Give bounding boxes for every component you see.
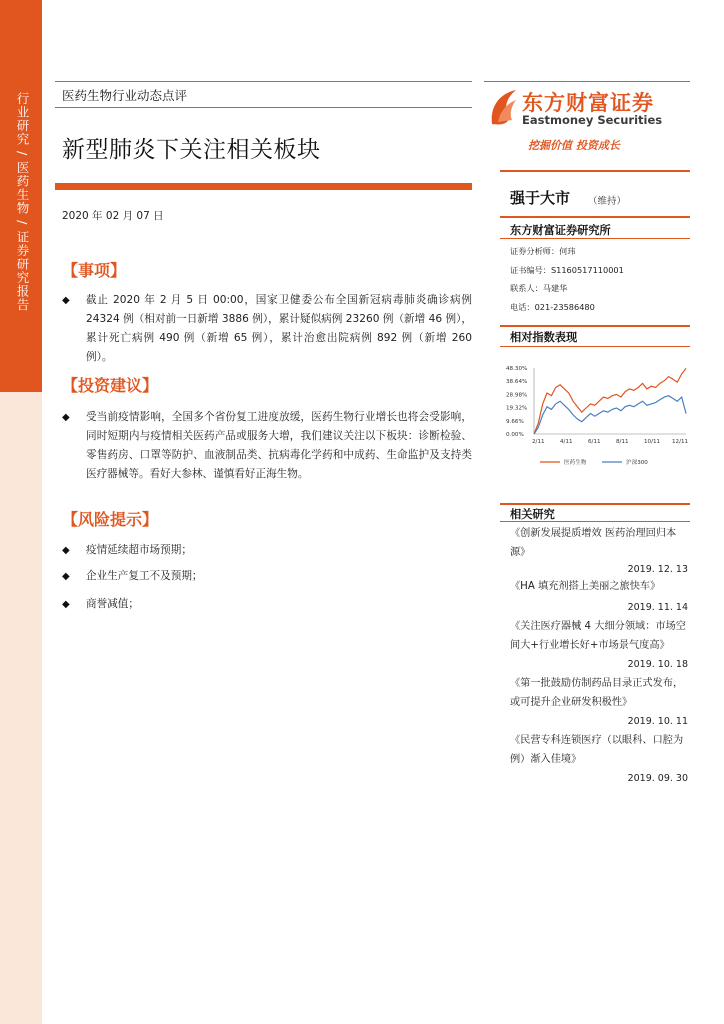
chart-top-rule: [500, 325, 690, 327]
header-mid-rule: [55, 107, 472, 108]
rating-note: （维持）: [588, 196, 627, 207]
related-heading: 相关研究: [510, 508, 555, 521]
bullet-icon: ◆: [62, 412, 70, 423]
relative-index-chart: [500, 360, 690, 470]
related-item-date: 2019. 11. 14: [627, 602, 688, 613]
brand-name-en: Eastmoney Securities: [522, 113, 663, 127]
section-heading-matters: 【事项】: [62, 261, 127, 280]
chart-heading: 相对指数表现: [510, 331, 578, 344]
legend-label: 医药生物: [564, 460, 587, 466]
y-tick-label: 9.66%: [506, 418, 524, 425]
x-tick-label: 6/11: [588, 439, 601, 445]
brand-name-cn: 东方财富证券: [522, 91, 654, 115]
bullet-icon: ◆: [62, 599, 70, 610]
related-item-date: 2019. 10. 11: [627, 716, 688, 727]
y-tick-label: 19.32%: [506, 405, 528, 412]
brand-slogan: 挖掘价值 投资成长: [528, 139, 620, 152]
rating-value: 强于大市: [510, 189, 571, 207]
related-item-title[interactable]: 《创新发展提质增效 医药治理回归本源》: [510, 528, 677, 558]
institute-rule: [500, 238, 690, 239]
series-line: [534, 396, 686, 434]
y-tick-label: 38.64%: [506, 379, 528, 386]
institute-name: 东方财富证券研究所: [510, 224, 611, 237]
analyst-name: 证券分析师：何玮: [510, 246, 576, 256]
report-date: 2020 年 02 月 07 日: [62, 210, 164, 222]
bullet-icon: ◆: [62, 545, 70, 556]
eastmoney-logo-icon: [488, 86, 520, 128]
x-tick-label: 12/11: [672, 439, 689, 445]
related-top-rule: [500, 503, 690, 505]
related-heading-rule: [500, 521, 690, 522]
x-tick-label: 10/11: [644, 439, 661, 445]
logo-top-rule: [484, 81, 690, 82]
chart-heading-rule: [500, 346, 690, 347]
x-tick-label: 2/11: [532, 439, 545, 445]
y-tick-label: 48.30%: [506, 366, 528, 372]
risk-item: 商誉减值；: [86, 598, 139, 610]
contact-person: 联系人：马建华: [510, 283, 568, 293]
x-tick-label: 4/11: [560, 439, 573, 445]
x-tick-label: 8/11: [616, 439, 629, 445]
bullet-icon: ◆: [62, 295, 70, 306]
certificate-number: 证书编号：S1160517110001: [510, 265, 624, 275]
related-item-date: 2019. 12. 13: [627, 564, 688, 575]
bullet-icon: ◆: [62, 571, 70, 582]
related-item-title[interactable]: 《第一批鼓励仿制药品目录正式发布，或可提升企业研发积极性》: [510, 678, 684, 708]
matters-paragraph: 截止 2020 年 2 月 5 日 00:00，国家卫健委公布全国新冠病毒肺炎确诊病例 24324 例（相对前一日新增 3886 例），累计疑似病例 23260 例（新增 46 例），累计死亡病例 490 例（新增 65 例），累计治愈出院病例 892 例（新增 260 例）。: [86, 294, 472, 363]
related-item-title[interactable]: 《关注医疗器械 4 大细分领域：市场空间大+行业增长好+市场景气度高》: [510, 621, 686, 651]
series-line: [534, 368, 686, 434]
report-type: 医药生物行业动态点评: [62, 88, 188, 103]
related-item-date: 2019. 10. 18: [627, 659, 688, 670]
phone-number: 电话：021-23586480: [510, 302, 595, 312]
section-heading-risk: 【风险提示】: [62, 510, 159, 529]
title-underline-bar: [55, 183, 472, 190]
sidebar-label: 行业研究 / 医药生物 / 证券研究报告: [15, 92, 30, 312]
risk-item: 疫情延续超市场预期；: [86, 544, 192, 556]
legend-label: 沪深300: [626, 460, 648, 466]
rating-bottom-rule: [500, 216, 690, 218]
risk-item: 企业生产复工不及预期；: [86, 570, 203, 582]
related-item-date: 2019. 09. 30: [627, 773, 688, 784]
y-tick-label: 28.98%: [506, 392, 528, 399]
related-item-title[interactable]: 《民营专科连锁医疗（以眼科、口腔为例）渐入佳境》: [510, 735, 684, 765]
related-item-title[interactable]: 《HA 填充剂搭上美丽之旅快车》: [510, 581, 661, 592]
header-top-rule: [55, 81, 472, 82]
rating-top-rule: [500, 170, 690, 172]
y-tick-label: 0.00%: [506, 432, 524, 438]
section-heading-advice: 【投资建议】: [62, 376, 159, 395]
page-title: 新型肺炎下关注相关板块: [62, 137, 321, 163]
advice-paragraph: 受当前疫情影响，全国多个省份复工进度放缓，医药生物行业增长也将会受影响，同时短期内与疫情相关医药产品或服务大增，我们建议关注以下板块：诊断检验、零售药房、口罩等防护、血液制品类、抗病毒化学药和中成药、生命监护及支持类医疗器械等。看好大参林、谨慎看好正海生物。: [86, 411, 472, 480]
